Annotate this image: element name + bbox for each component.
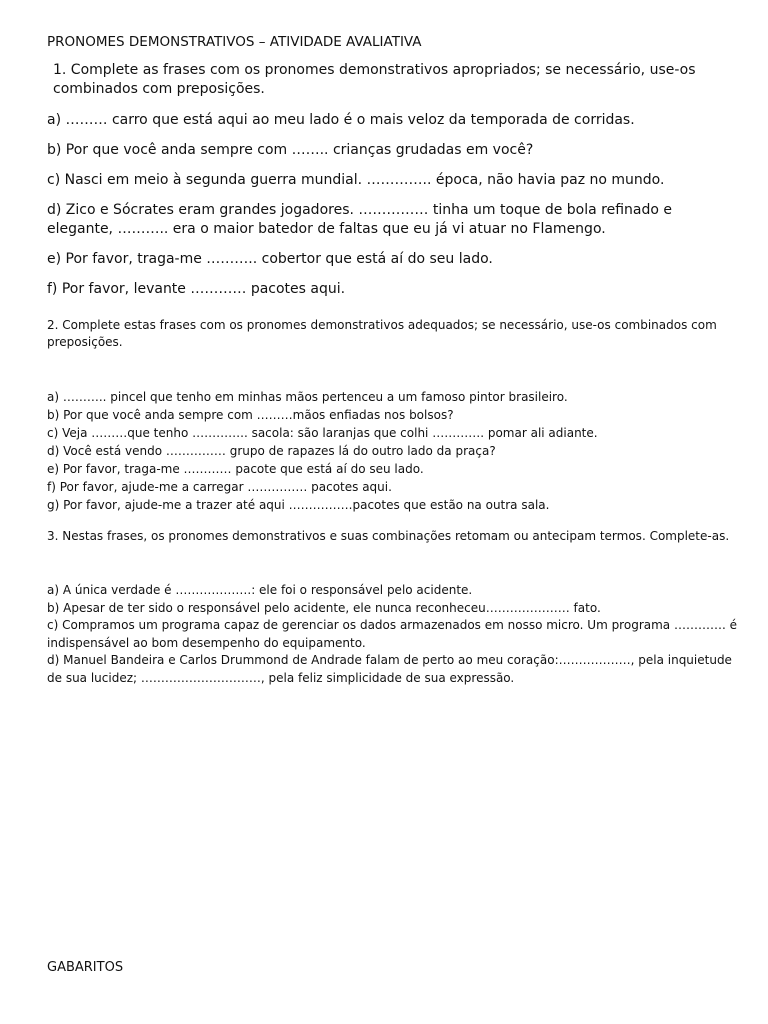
section-1-item-c: c) Nasci em meio à segunda guerra mundial. ………….. época, não havia paz no mundo. — [47, 172, 665, 188]
section-2-item-d: d) Você está vendo …………… grupo de rapazes lá do outro lado da praça? — [47, 444, 496, 458]
section-1 — [47, 61, 737, 310]
section-1-item-e: e) Por favor, traga-me ……….. cobertor que está aí do seu lado. — [47, 251, 493, 267]
section-1-item-f: f) Por favor, levante ………… pacotes aqui. — [47, 281, 346, 297]
section-3-item-d: d) Manuel Bandeira e Carlos Drummond de Andrade falam de perto ao meu coração:………………, pela inquietude de sua lucidez; …………………………, pela feliz simplicidade de sua expressão. — [47, 653, 732, 685]
section-3-item-c: c) Compramos um programa capaz de gerenciar os dados armazenados em nosso micro. Um programa …………. é indispensável ao bom desempenho do equipamento. — [47, 618, 737, 650]
document-title: PRONOMES DEMONSTRATIVOS – ATIVIDADE AVALIATIVA — [47, 34, 422, 50]
section-1-item-a: a) ……… carro que está aqui ao meu lado é o mais veloz da temporada de corridas. — [47, 112, 635, 128]
section-3-item-b: b) Apesar de ter sido o responsável pelo acidente, ele nunca reconheceu………………… fato. — [47, 600, 601, 615]
section-2-item-a: a) ……….. pincel que tenho em minhas mãos pertenceu a um famoso pintor brasileiro. — [47, 390, 568, 404]
section-2-instruction: 2. Complete estas frases com os pronomes demonstrativos adequados; se necessário, use-os combinados com preposições. — [47, 318, 717, 349]
section-3-instruction: 3. Nestas frases, os pronomes demonstrativos e suas combinações retomam ou antecipam termos. Complete-as. — [47, 529, 730, 543]
section-1-item-b: b) Por que você anda sempre com …….. crianças grudadas em você? — [47, 142, 534, 158]
section-2 — [47, 317, 737, 514]
section-3 — [47, 528, 737, 687]
section-2-item-e: e) Por favor, traga-me ………… pacote que está aí do seu lado. — [47, 462, 424, 476]
section-1-item-d: d) Zico e Sócrates eram grandes jogadores. …………… tinha um toque de bola refinado e elegante, ……….. era o maior batedor de faltas que eu já vi atuar no Flamengo. — [47, 202, 673, 237]
section-2-item-b: b) Por que você anda sempre com ………mãos enfiadas nos bolsos? — [47, 408, 454, 422]
section-1-instruction: 1. Complete as frases com os pronomes demonstrativos apropriados; se necessário, use-os combinados com preposições. — [53, 62, 696, 97]
section-2-item-f: f) Por favor, ajude-me a carregar …………… pacotes aqui. — [47, 480, 392, 494]
answer-key-heading: GABARITOS — [47, 960, 124, 975]
section-3-item-a: a) A única verdade é ……………….: ele foi o responsável pelo acidente. — [47, 583, 473, 597]
section-2-item-c: c) Veja ………que tenho ………….. sacola: são laranjas que colhi …………. pomar ali adiante. — [47, 426, 598, 440]
section-2-item-g: g) Por favor, ajude-me a trazer até aqui …………….pacotes que estão na outra sala. — [47, 498, 550, 512]
